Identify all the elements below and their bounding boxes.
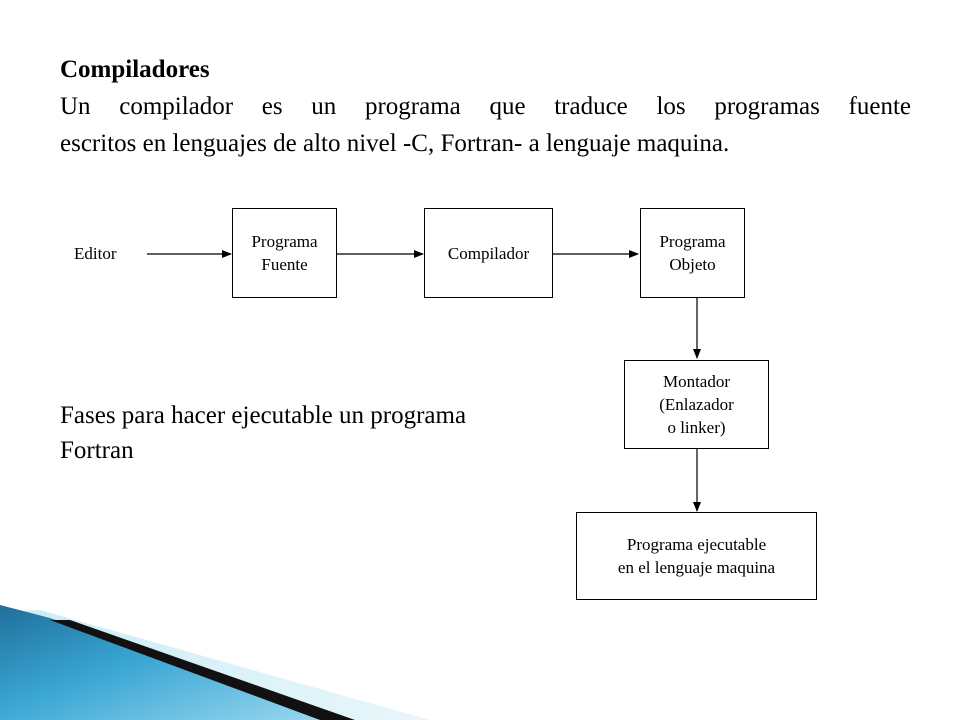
node-programa-objeto	[640, 208, 745, 298]
fases-line-2: Fortran	[60, 437, 134, 464]
fases-line-1: Fases para hacer ejecutable un programa	[60, 402, 467, 429]
node-label: Fuente	[261, 255, 308, 274]
node-programa-ejecutable	[576, 512, 817, 600]
node-compilador	[424, 208, 553, 298]
intro-line-1: Un compilador es un programa que traduce los programas fuente	[60, 93, 911, 120]
node-label: o linker)	[667, 418, 726, 437]
node-label: Programa	[251, 232, 318, 251]
intro-line-2: escritos en lenguajes de alto nivel -C, Fortran- a lenguaje maquina.	[60, 130, 730, 157]
node-label: en el lenguaje maquina	[617, 558, 776, 577]
slide-heading: Compiladores	[60, 56, 210, 83]
node-label: (Enlazador	[659, 395, 734, 414]
node-label: Montador	[662, 372, 731, 391]
node-label: Programa ejecutable	[626, 535, 767, 554]
node-programa-fuente	[232, 208, 337, 298]
editor-label: Editor	[74, 244, 117, 263]
node-montador	[624, 360, 769, 449]
node-label: Programa	[659, 232, 726, 251]
node-label: Objeto	[669, 255, 716, 274]
node-label: Compilador	[447, 243, 530, 263]
